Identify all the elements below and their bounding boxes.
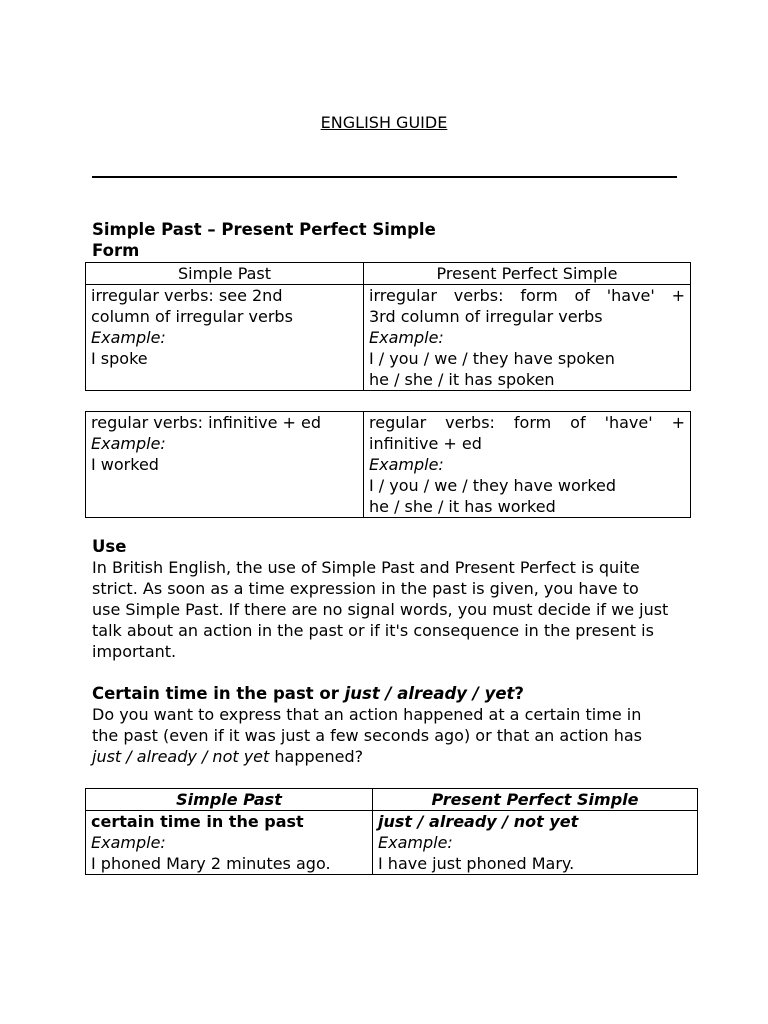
section-heading-block — [92, 219, 436, 261]
usage-table — [85, 788, 698, 875]
heading-text: Certain time in the past or — [92, 684, 345, 703]
page-title: ENGLISH GUIDE — [320, 113, 448, 132]
cell-text: just / already / not yet — [378, 812, 579, 831]
cell-present-perfect-irregular — [364, 285, 691, 391]
example-text: I spoke — [91, 349, 148, 368]
use-section — [92, 536, 672, 662]
table-header-present-perfect: Present Perfect Simple — [373, 789, 698, 811]
cell-text: irregular verbs: form of 'have' + — [369, 286, 685, 305]
horizontal-rule — [92, 176, 677, 178]
paragraph-text: Do you want to express that an action happened at a certain time in the past (even if it was just a few seconds ago) or that an action has — [92, 705, 642, 745]
certain-time-section — [92, 683, 672, 767]
use-paragraph: In British English, the use of Simple Past and Present Perfect is quite strict. As soon as a time expression in the past is given, you have to use Simple Past. If there are no signal words, you must decide if we just talk about an action in the past or if it's consequence in the present is important. — [92, 558, 669, 661]
cell-simple-past-regular — [86, 412, 364, 518]
example-text: I / you / we / they have spoken — [369, 349, 615, 368]
example-label: Example: — [91, 833, 166, 852]
certain-time-heading — [92, 683, 672, 704]
form-table-regular — [85, 411, 691, 518]
example-label: Example: — [369, 328, 444, 347]
cell-present-perfect-regular — [364, 412, 691, 518]
cell-text: regular verbs: infinitive + ed — [91, 413, 321, 432]
example-label: Example: — [369, 455, 444, 474]
paragraph-italic-text: just / already / not yet — [92, 747, 270, 766]
example-label: Example: — [378, 833, 453, 852]
table-header-present-perfect: Present Perfect Simple — [364, 263, 691, 285]
cell-text: irregular verbs: see 2nd — [91, 286, 283, 305]
heading-italic-text: just / already / yet — [344, 684, 515, 703]
table-row — [86, 285, 691, 391]
example-text: I worked — [91, 455, 159, 474]
cell-text: column of irregular verbs — [91, 307, 293, 326]
example-label: Example: — [91, 328, 166, 347]
cell-present-perfect-usage — [373, 811, 698, 875]
cell-text: 3rd column of irregular verbs — [369, 307, 603, 326]
cell-simple-past-irregular — [86, 285, 364, 391]
section-heading: Simple Past – Present Perfect Simple — [92, 220, 436, 239]
example-label: Example: — [91, 434, 166, 453]
paragraph-text: happened? — [269, 747, 364, 766]
form-heading: Form — [92, 241, 140, 260]
example-text: he / she / it has spoken — [369, 370, 555, 389]
cell-simple-past-usage — [86, 811, 373, 875]
example-text: I / you / we / they have worked — [369, 476, 617, 495]
table-row — [86, 811, 698, 875]
table-row — [86, 412, 691, 518]
cell-text: infinitive + ed — [369, 434, 482, 453]
table-header-row — [86, 789, 698, 811]
certain-time-paragraph — [92, 704, 672, 767]
cell-text: certain time in the past — [91, 812, 304, 831]
heading-text: ? — [514, 684, 524, 703]
example-text: he / she / it has worked — [369, 497, 556, 516]
use-heading: Use — [92, 537, 127, 556]
form-table-irregular — [85, 262, 691, 391]
example-text: I phoned Mary 2 minutes ago. — [91, 854, 331, 873]
table-header-row — [86, 263, 691, 285]
example-text: I have just phoned Mary. — [378, 854, 575, 873]
cell-text: regular verbs: form of 'have' + — [369, 413, 685, 432]
table-header-simple-past: Simple Past — [86, 789, 373, 811]
table-header-simple-past: Simple Past — [86, 263, 364, 285]
